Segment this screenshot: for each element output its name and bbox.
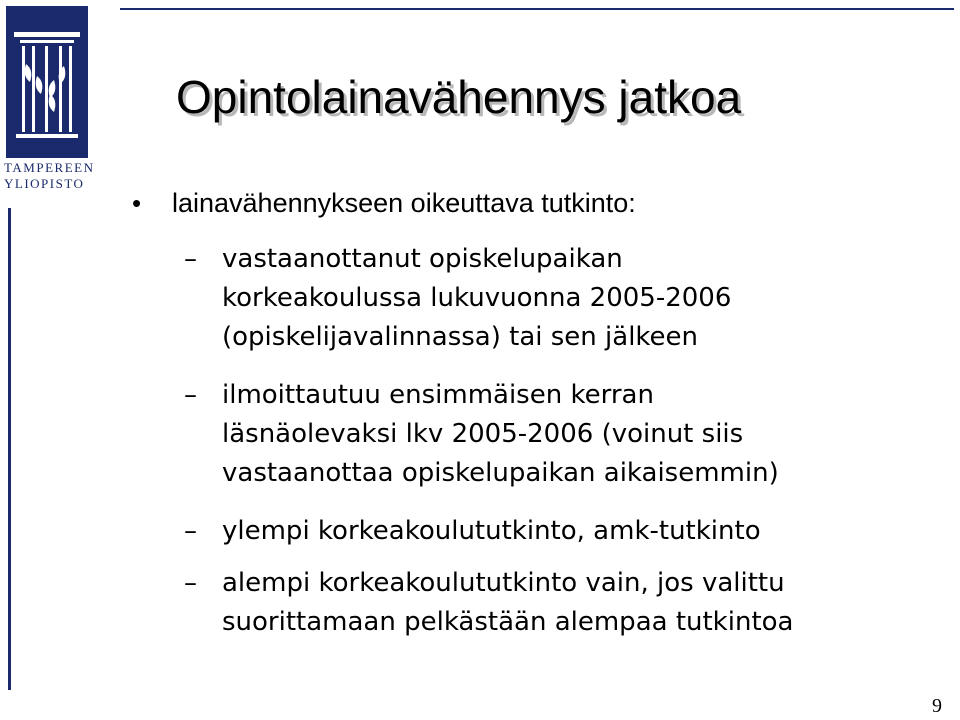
logo-wordmark (4, 160, 104, 192)
sub-bullet-line: ilmoittautuu ensimmäisen kerran (222, 380, 654, 410)
sub-bullet-line: vastaanottaa opiskelupaikan aikaisemmin) (222, 458, 779, 488)
sub-bullet-line: alempi korkeakoulututkinto vain, jos valittu (222, 568, 785, 598)
sub-bullet-line: korkeakoulussa lukuvuonna 2005-2006 (222, 283, 732, 313)
sub-bullet-marker: – (184, 380, 197, 410)
bullet-marker: • (132, 188, 142, 218)
university-logo (6, 6, 88, 158)
page-number: 9 (932, 695, 942, 717)
sub-bullet-marker: – (184, 244, 197, 274)
top-divider (120, 8, 954, 10)
sub-bullet-line: läsnäolevaksi lkv 2005-2006 (voinut siis (222, 419, 744, 449)
left-divider (8, 208, 11, 690)
sub-bullet-line: ylempi korkeakoulututkinto, amk-tutkinto (222, 516, 761, 546)
bullet-text: lainavähennykseen oikeuttava tutkinto: (172, 188, 636, 218)
sub-bullet-marker: – (184, 516, 197, 546)
sub-bullet-line: (opiskelijavalinnassa) tai sen jälkeen (222, 322, 699, 352)
logo-wordmark-line1: TAMPEREEN (4, 160, 95, 175)
sub-bullet-line: suorittamaan pelkästään alempaa tutkintoa (222, 607, 794, 637)
bullet-item (132, 188, 636, 219)
logo-wordmark-line2: YLIOPISTO (4, 176, 85, 191)
sub-bullet-marker: – (184, 568, 197, 598)
sub-bullet-line: vastaanottanut opiskelupaikan (222, 244, 623, 274)
column-emblem-icon (6, 6, 88, 158)
slide-title: Opintolainavähennys jatkoa (176, 71, 742, 123)
